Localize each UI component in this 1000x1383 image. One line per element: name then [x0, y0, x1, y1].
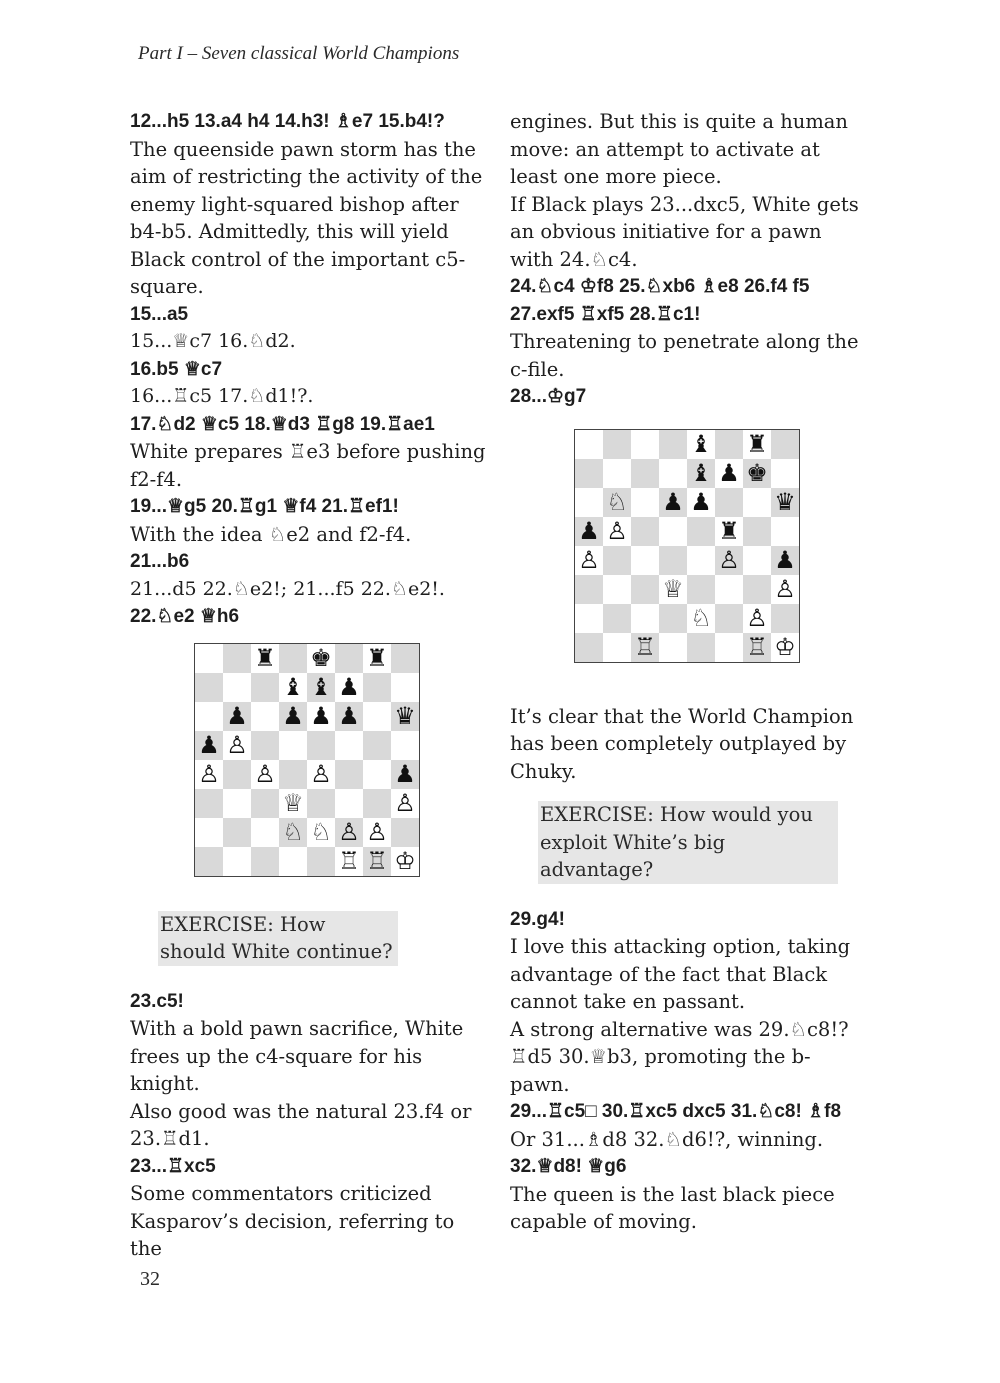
chess-square [575, 430, 603, 459]
chess-square [223, 847, 251, 876]
commentary-text: A strong alternative was 29.♘c8!? ♖d5 30.♕b3, promoting the b-pawn. [510, 1017, 849, 1096]
chess-piece-square: ♘ [279, 818, 307, 847]
chess-piece-square: ♜ [363, 644, 391, 673]
move-notation: 23.c5! [130, 990, 184, 1012]
move-notation: 28...♔g7 [510, 386, 587, 407]
chess-square [251, 818, 279, 847]
chess-square [391, 673, 419, 702]
chess-square [631, 604, 659, 633]
commentary-text: The queen is the last black piece capable of moving. [510, 1182, 835, 1233]
chess-square [687, 517, 715, 546]
chess-piece-square: ♟ [687, 488, 715, 517]
chess-square [743, 517, 771, 546]
chess-square [279, 847, 307, 876]
exercise-box [510, 801, 870, 884]
variation-line: 16...♖c5 17.♘d1!?. [130, 385, 314, 407]
chess-square [659, 546, 687, 575]
chess-piece-square: ♚ [743, 459, 771, 488]
chess-piece-square: ♙ [743, 604, 771, 633]
chess-square [195, 847, 223, 876]
chess-square [335, 760, 363, 789]
commentary-text: The queenside pawn storm has the aim of restricting the activity of the enemy light-squared bishop after b4-b5. Admittedly, this will yield Black control of the important c5-square. [130, 137, 483, 298]
chess-board-diagram-1 [194, 643, 420, 877]
chess-piece-square: ♙ [575, 546, 603, 575]
diagram-1-wrap [130, 631, 492, 911]
chess-square [195, 789, 223, 818]
move-notation: 24.♘c4 ♔f8 25.♘xb6 ♗e8 26.f4 f5 27.exf5 ♖xf5 28.♖c1! [510, 276, 810, 325]
chess-piece-square: ♖ [631, 633, 659, 662]
chess-piece-square: ♟ [335, 673, 363, 702]
variation-line: 21...d5 22.♘e2!; 21...f5 22.♘e2!. [130, 577, 445, 600]
chess-square [307, 847, 335, 876]
move-notation: 29...♖c5□ 30.♖xc5 dxc5 31.♘c8! ♗f8 [510, 1101, 842, 1122]
chess-square [223, 818, 251, 847]
chess-square [363, 760, 391, 789]
chess-square [687, 546, 715, 575]
chess-piece-square: ♕ [279, 789, 307, 818]
chess-piece-square: ♝ [687, 430, 715, 459]
move-notation: 21...b6 [130, 551, 190, 572]
chess-square [687, 633, 715, 662]
chess-piece-square: ♟ [279, 702, 307, 731]
chess-square [631, 546, 659, 575]
chess-piece-square: ♙ [335, 818, 363, 847]
chess-piece-square: ♙ [715, 546, 743, 575]
chess-square [251, 731, 279, 760]
chess-square [631, 517, 659, 546]
chess-square [223, 644, 251, 673]
exercise-prompt: EXERCISE: How would you exploit White’s big advantage? [538, 801, 838, 884]
chess-square [659, 430, 687, 459]
commentary-text: I love this attacking option, taking advantage of the fact that Black cannot take en passant. [510, 935, 851, 1013]
chess-square [195, 702, 223, 731]
chess-piece-square: ♝ [307, 673, 335, 702]
chess-piece-square: ♟ [195, 731, 223, 760]
chess-square [575, 575, 603, 604]
chess-square [687, 575, 715, 604]
chess-square [279, 760, 307, 789]
chess-piece-square: ♔ [391, 847, 419, 876]
commentary-text: It’s clear that the World Champion has been completely outplayed by Chuky. [510, 704, 854, 783]
chess-square [603, 459, 631, 488]
chess-piece-square: ♖ [335, 847, 363, 876]
chess-square [771, 430, 799, 459]
chess-square [715, 430, 743, 459]
running-head: Part I – Seven classical World Champions [138, 43, 460, 64]
chess-piece-square: ♙ [771, 575, 799, 604]
chess-square [575, 604, 603, 633]
chess-square [307, 731, 335, 760]
chess-square [603, 633, 631, 662]
commentary-text: Or 31...♗d8 32.♘d6!?, winning. [510, 1127, 824, 1151]
chess-square [223, 789, 251, 818]
chess-square [603, 430, 631, 459]
chess-square [195, 644, 223, 673]
move-notation: 17.♘d2 ♕c5 18.♕d3 ♖g8 19.♖ae1 [130, 413, 435, 435]
chess-piece-square: ♖ [743, 633, 771, 662]
chess-square [603, 546, 631, 575]
chess-piece-square: ♙ [391, 789, 419, 818]
left-column [130, 108, 492, 1263]
chess-square [251, 789, 279, 818]
chess-square [715, 633, 743, 662]
right-column [510, 108, 870, 1236]
chess-square [335, 789, 363, 818]
chess-square [195, 673, 223, 702]
move-notation: 12...h5 13.a4 h4 14.h3! ♗e7 15.b4!? [130, 111, 445, 132]
chess-piece-square: ♛ [771, 488, 799, 517]
commentary-text: If Black plays 23...dxc5, White gets an obvious initiative for a pawn with 24.♘c4. [510, 192, 859, 271]
move-notation: 16.b5 ♕c7 [130, 358, 223, 380]
chess-piece-square: ♙ [603, 517, 631, 546]
chess-piece-square: ♙ [307, 760, 335, 789]
chess-square [631, 430, 659, 459]
chess-square [363, 789, 391, 818]
commentary-text: With a bold pawn sacrifice, White frees up the c4-square for his knight. [130, 1017, 464, 1095]
chess-square [659, 633, 687, 662]
chess-square [715, 604, 743, 633]
chess-piece-square: ♙ [251, 760, 279, 789]
chess-piece-square: ♟ [771, 546, 799, 575]
chess-square [575, 633, 603, 662]
chess-square [715, 488, 743, 517]
chess-square [659, 517, 687, 546]
chess-square [307, 789, 335, 818]
variation-line: 15...♕c7 16.♘d2. [130, 330, 296, 352]
chess-square [575, 488, 603, 517]
chess-piece-square: ♛ [391, 702, 419, 731]
chess-square [195, 818, 223, 847]
commentary-text: engines. But this is quite a human move: an attempt to activate at least one more piece. [510, 110, 848, 188]
commentary-text: White prepares ♖e3 before pushing f2-f4. [130, 440, 486, 491]
chess-square [251, 847, 279, 876]
commentary-text: With the idea ♘e2 and f2-f4. [130, 522, 412, 546]
chess-piece-square: ♝ [279, 673, 307, 702]
chess-square [223, 760, 251, 789]
chess-piece-square: ♟ [659, 488, 687, 517]
chess-square [715, 575, 743, 604]
chess-piece-square: ♟ [575, 517, 603, 546]
chess-square [335, 731, 363, 760]
chess-board-diagram-2 [574, 429, 800, 663]
chess-square [223, 673, 251, 702]
chess-square [743, 575, 771, 604]
chess-piece-square: ♟ [715, 459, 743, 488]
chess-piece-square: ♜ [251, 644, 279, 673]
chess-piece-square: ♚ [307, 644, 335, 673]
chess-square [659, 459, 687, 488]
move-notation: 22.♘e2 ♕h6 [130, 606, 240, 627]
chess-square [603, 604, 631, 633]
chess-square [743, 488, 771, 517]
exercise-prompt: EXERCISE: How should White continue? [158, 911, 398, 966]
chess-square [363, 731, 391, 760]
chess-square [603, 575, 631, 604]
move-notation: 15...a5 [130, 303, 189, 325]
chess-piece-square: ♘ [687, 604, 715, 633]
chess-piece-square: ♜ [715, 517, 743, 546]
chess-piece-square: ♔ [771, 633, 799, 662]
chess-piece-square: ♝ [687, 459, 715, 488]
chess-piece-square: ♕ [659, 575, 687, 604]
chess-square [279, 644, 307, 673]
chess-piece-square: ♙ [195, 760, 223, 789]
chess-square [631, 575, 659, 604]
commentary-text: Some commentators criticized Kasparov’s decision, referring to the [130, 1182, 455, 1260]
chess-square [335, 644, 363, 673]
chess-square [391, 731, 419, 760]
chess-piece-square: ♙ [223, 731, 251, 760]
diagram-2-wrap [510, 411, 870, 703]
chess-piece-square: ♘ [603, 488, 631, 517]
exercise-box [130, 911, 492, 966]
chess-piece-square: ♟ [335, 702, 363, 731]
chess-square [631, 459, 659, 488]
chess-square [251, 702, 279, 731]
chess-square [771, 517, 799, 546]
chess-square [631, 488, 659, 517]
chess-square [771, 459, 799, 488]
move-notation: 19...♕g5 20.♖g1 ♕f4 21.♖ef1! [130, 496, 399, 517]
chess-square [575, 459, 603, 488]
commentary-text: Also good was the natural 23.f4 or 23.♖d1. [130, 1099, 472, 1150]
page-number: 32 [140, 1268, 160, 1290]
chess-square [743, 546, 771, 575]
chess-piece-square: ♟ [223, 702, 251, 731]
chess-square [363, 702, 391, 731]
move-notation: 29.g4! [510, 908, 565, 930]
chess-square [279, 731, 307, 760]
chess-piece-square: ♖ [363, 847, 391, 876]
chess-square [659, 604, 687, 633]
chess-piece-square: ♘ [307, 818, 335, 847]
chess-square [391, 644, 419, 673]
chess-piece-square: ♜ [743, 430, 771, 459]
chess-piece-square: ♟ [391, 760, 419, 789]
chess-piece-square: ♟ [307, 702, 335, 731]
chess-square [251, 673, 279, 702]
commentary-text: Threatening to penetrate along the c-file. [510, 330, 859, 381]
chess-square [363, 673, 391, 702]
chess-square [771, 604, 799, 633]
chess-piece-square: ♙ [363, 818, 391, 847]
chess-square [391, 818, 419, 847]
move-notation: 32.♕d8! ♕g6 [510, 1156, 627, 1177]
move-notation: 23...♖xc5 [130, 1155, 216, 1177]
